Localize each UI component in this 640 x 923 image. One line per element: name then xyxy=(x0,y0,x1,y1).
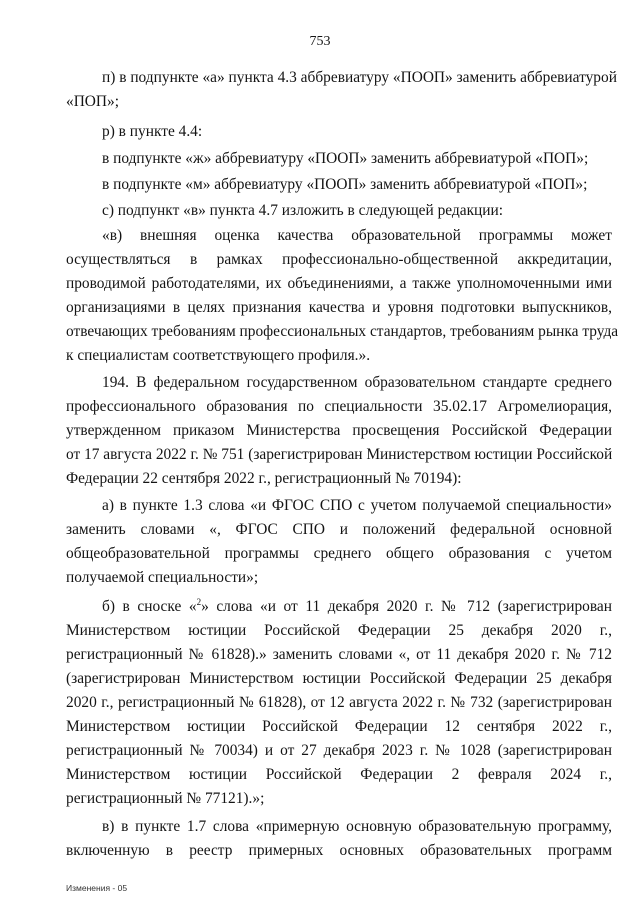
text-line: включенную в реестр примерных основных образовательных программ xyxy=(66,842,612,859)
text-line: Министерством юстиции Российской Федерации 25 декабря 2020 г., xyxy=(66,622,612,639)
text-line: регистрационный № 61828).» заменить словами «, от 11 декабря 2020 г. № 712 xyxy=(66,646,612,663)
text-line: Министерством юстиции Российской Федерации 2 февраля 2024 г., xyxy=(66,766,612,783)
page-footer: Изменения - 05 xyxy=(66,883,128,893)
text-line: в подпункте «ж» аббревиатуру «ПООП» заменить аббревиатурой «ПОП»; xyxy=(102,150,589,167)
text-line: осуществляться в рамках профессионально-общественной аккредитации, xyxy=(66,251,612,268)
text-line: проводимой работодателями, их объединениями, а также уполномоченными ими xyxy=(66,275,612,292)
footnote-text-line xyxy=(102,595,612,619)
text-line: утвержденном приказом Министерства просвещения Российской Федерации xyxy=(66,422,612,439)
text-line: а) в пункте 1.3 слова «и ФГОС СПО с учетом получаемой специальности» xyxy=(102,497,612,514)
text-line: р) в пункте 4.4: xyxy=(102,123,203,140)
text-line: общеобразовательной программы среднего общего образования с учетом xyxy=(66,545,612,562)
text-line: получаемой специальности»; xyxy=(66,569,259,586)
text-line: Министерством юстиции Российской Федерации 12 сентября 2022 г., xyxy=(66,718,612,735)
text-line: профессионального образования по специальности 35.02.17 Агромелиорация, xyxy=(66,398,612,415)
text-line: «в) внешняя оценка качества образовательной программы может xyxy=(102,227,612,244)
text-line: регистрационный № 77121).»; xyxy=(66,790,265,807)
text-line: регистрационный № 70034) и от 27 декабря 2023 г. № 1028 (зарегистрирован xyxy=(66,742,612,759)
text-segment: » слова «и от 11 декабря 2020 г. № 712 (зарегистрирован xyxy=(201,598,612,615)
text-line: к специалистам соответствующего профиля.». xyxy=(66,347,371,364)
text-line: (зарегистрирован Министерством юстиции Российской Федерации 25 декабря xyxy=(66,670,612,687)
footnote-marker: 2 xyxy=(196,597,202,607)
text-line: п) в подпункте «а» пункта 4.3 аббревиатуру «ПООП» заменить аббревиатурой xyxy=(102,69,617,86)
page-number: 753 xyxy=(309,34,331,49)
text-line: «ПОП»; xyxy=(66,93,120,110)
text-line: организациями в целях признания качества и уровня подготовки выпускников, xyxy=(66,299,612,316)
text-line: заменить словами «, ФГОС СПО и положений федеральной основной xyxy=(66,521,612,538)
text-line: Федерации 22 сентября 2022 г., регистрационный № 70194): xyxy=(66,470,462,487)
text-line: от 17 августа 2022 г. № 751 (зарегистрирован Министерством юстиции Российской xyxy=(66,446,613,463)
text-line: с) подпункт «в» пункта 4.7 изложить в следующей редакции: xyxy=(102,202,504,219)
text-line: 2020 г., регистрационный № 61828), от 12 августа 2022 г. № 732 (зарегистрирован xyxy=(66,694,612,711)
text-line: в подпункте «м» аббревиатуру «ПООП» заменить аббревиатурой «ПОП»; xyxy=(102,176,588,193)
text-line: отвечающих требованиям профессиональных стандартов, требованиям рынка труда xyxy=(66,323,619,340)
text-segment: б) в сноске « xyxy=(102,598,197,615)
text-line: в) в пункте 1.7 слова «примерную основную образовательную программу, xyxy=(102,818,612,835)
text-line: 194. В федеральном государственном образовательном стандарте среднего xyxy=(102,374,612,391)
